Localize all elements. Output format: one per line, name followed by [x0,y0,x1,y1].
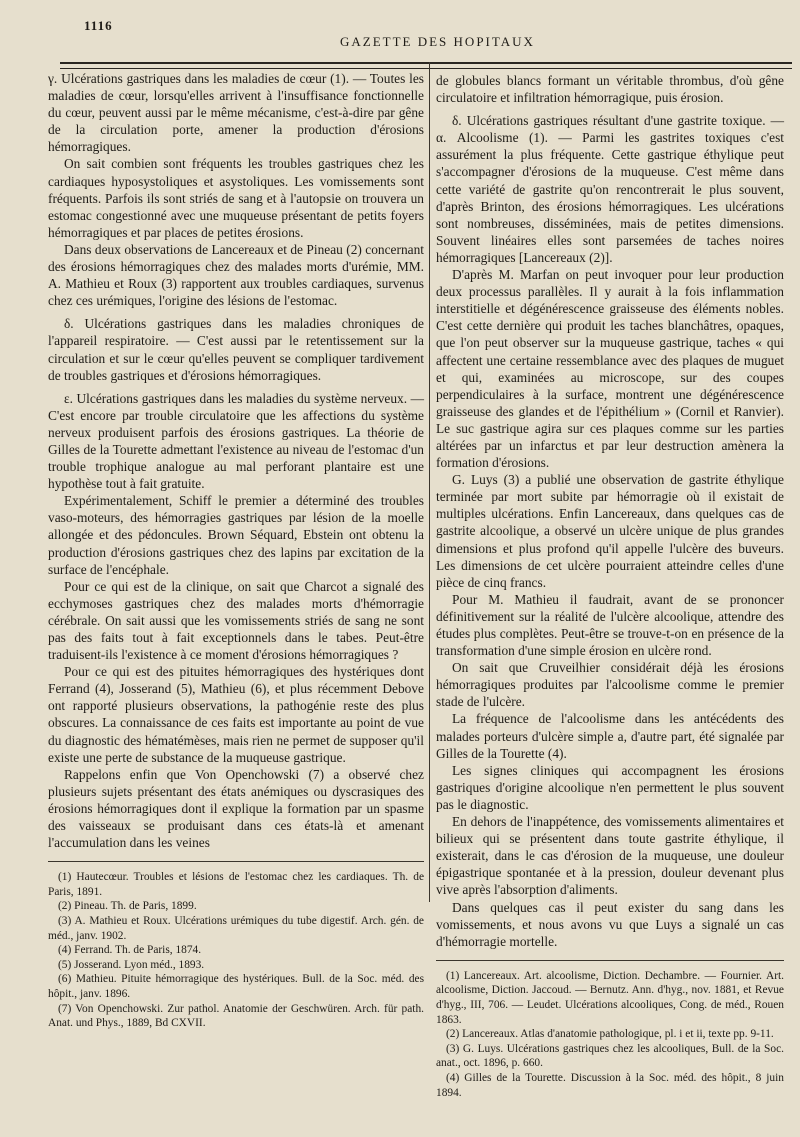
footnote: (6) Mathieu. Pituite hémorragique des hystériques. Bull. de la Soc. méd. des hôpit., janv. 1896. [48,973,424,1000]
footnote: (3) G. Luys. Ulcérations gastriques chez les alcooliques, Bull. de la Soc. anat., oct. 1896, p. 660. [436,1042,784,1070]
right-column [436,72,784,1100]
paragraph: δ. Ulcérations gastriques résultant d'une gastrite toxique. — α. Alcoolisme (1). — Parmi les gastrites toxiques c'est assurément la plus fréquente. Cette gastrique éthylique peut s'accompagner d'érosions de la muqueuse. C'est même dans cette variété de gastrite qu'on rencontrerait le plus souvent, d'après Brinton, des érosions hémorragiques. Les ulcérations sont nombreuses, disséminées, mais de petites dimensions. Souvent linéaires elles sont parsemées de taches noires hémorragiques [Lancereaux (2)]. [436,113,784,265]
paragraph: G. Luys (3) a publié une observation de gastrite éthylique terminée par mort subite par hémorragie où il existait de multiples ulcérations. Enfin Lancereaux, dans quelques cas de gastrite alcoolique, a observé un ulcère unique de plus grandes dimensions et plus profond qu'il appelle l'ulcère des buveurs. Les dimensions de cet ulcère pourraient atteindre celles d'une pièce de cinq francs. [436,472,784,590]
footnote-rule [436,960,784,961]
paragraph: δ. Ulcérations gastriques dans les maladies chroniques de l'appareil respiratoire. — C'est aussi par le retentissement sur la circulation et sur le cœur qu'elles peuvent se compliquer tardivement de troubles gastriques et d'érosions hémorragiques. [48,316,424,383]
left-column [48,70,424,1031]
paragraph: Pour ce qui est des pituites hémorragiques des hystériques dont Ferrand (4), Josserand (5), Mathieu (6), et plus récemment Debove ont rapporté plusieurs observations, la pathogénie reste des plus obscures. La connaissance de ces faits est importante au point de vue du diagnostic des hématémèses, mais rien ne permet de supposer qu'il existe une perte de substance de la muqueuse gastrique. [48,664,424,765]
footnote: (4) Ferrand. Th. de Paris, 1874. [58,944,202,957]
paragraph: La fréquence de l'alcoolisme dans les antécédents des malades porteurs d'ulcère simple a, d'autre part, été signalée par Gilles de la Tourette (4). [436,711,784,761]
paragraph: Pour ce qui est de la clinique, on sait que Charcot a signalé des ecchymoses gastriques chez des malades morts d'hémorragie cérébrale. On sait aussi que les vomissements striés de sang ne sont pas des faits tout à fait exceptionnels dans le tabes. Peut-être traduisent-ils l'existence à ce moment d'érosions hémorragiques ? [48,578,424,663]
paragraph: D'après M. Marfan on peut invoquer pour leur production deux processus parallèles. Il y aurait à la fois inflammation interstitielle et dégénérescence graisseuse des éléments nobles. C'est cette dernière qui produit les taches blanchâtres, opaques, que l'on peut observer sur la muqueuse gastrique, taches « qui affectent une certaine ressemblance avec des plaques de muguet et qui, examinées au microscope, sur des coupes perpendiculaires à la surface, montrent une dégénérescence graisseuse des glandes et de l'épithélium » (Cornil et Ranvier). Le suc gastrique agira sur ces plaques comme sur les parties altérées par un infarctus et par leur destruction amènera la formation d'érosions. [436,267,784,471]
page-number: 1116 [84,18,113,33]
footnote: (7) Von Openchowski. Zur pathol. Anatomie der Geschwüren. Arch. für path. Anat. und Phys., 1889, Bd CXVII. [48,1002,424,1030]
paragraph: On sait que Cruveilhier considérait déjà les érosions hémorragiques produites par l'alcoolisme comme le premier stade de l'ulcère. [436,660,784,710]
paragraph: Dans deux observations de Lancereaux et de Pineau (2) concernant des érosions hémorragiques chez des malades morts d'urémie, MM. A. Mathieu et Roux (3) rapportent aux troubles cardiaques, survenus chez ces urémiques, l'origine des lésions de l'estomac. [48,241,424,309]
paragraph: Pour M. Mathieu il faudrait, avant de se prononcer définitivement sur la réalité de l'ulcère alcoolique, attendre des études plus complètes. Peut-être se trouve-t-on en présence de la transformation d'une simple érosion en ulcère rond. [436,591,784,659]
footnote: (3) A. Mathieu et Roux. Ulcérations urémiques du tube digestif. Arch. gén. de méd., janv. 1902. [48,915,424,942]
paragraph: ε. Ulcérations gastriques dans les maladies du système nerveux. — C'est encore par trouble circulatoire que les affections du système nerveux produisent parfois des érosions gastriques. La théorie de Gilles de la Tourette admettant l'existence au niveau de l'estomac d'un trouble trophique analogue au mal perforant plantaire est une hypothèse tout à fait gratuite. [48,390,424,492]
footnote-rule [48,861,424,862]
header-rule [60,62,792,64]
footnote: (2) Lancereaux. Atlas d'anatomie pathologique, pl. i et ii, texte pp. 9-11. [446,1028,774,1041]
footnote: (4) Gilles de la Tourette. Discussion à la Soc. méd. des hôpit., 8 juin 1894. [436,1071,784,1099]
footnote: (5) Josserand. Lyon méd., 1893. [58,958,205,971]
paragraph: Rappelons enfin que Von Openchowski (7) a observé chez plusieurs sujets présentant des états anémiques ou dyscrasiques des érosions hémorragiques dont il explique la formation par un spasme des vaisseaux se produisant dans ces états-là et amenant l'accumulation dans les veines [48,766,424,851]
column-divider [429,62,430,902]
journal-title: GAZETTE DES HOPITAUX [340,34,535,49]
footnotes-right [436,969,784,1100]
paragraph: γ. Ulcérations gastriques dans les maladies de cœur (1). — Toutes les maladies de cœur, lorsqu'elles arrivent à l'insuffisance fonctionnelle du cœur, peuvent aussi par le même mécanisme, c'est-à-dire par gêne de la circulation porte, amener la production d'érosions hémorragiques. [48,71,424,155]
footnote: (1) Lancereaux. Art. alcoolisme, Diction. Dechambre. — Fournier. Art. alcoolisme, Diction. Jaccoud. — Bernutz. Ann. d'hyg., nov. 1881, et Revue d'hyg., III, 706. — Leudet. Ulcérations alcooliques, Cong. de méd., Rouen 1863. [436,969,784,1026]
paragraph: En dehors de l'inappétence, des vomissements alimentaires et bilieux qui se présentent dans toute gastrite éthylique, il existerait, dans le cas d'érosion de la muqueuse, une douleur épigastrique spontanée et à la pression, douleur devenant plus vive après l'absorption d'aliments. [436,814,784,898]
header-rule-thin [60,68,792,69]
footnote: (2) Pineau. Th. de Paris, 1899. [58,900,197,913]
footnotes-left [48,870,424,1031]
paragraph: Expérimentalement, Schiff le premier a déterminé des troubles vaso-moteurs, des hémorragies gastriques par lésion de la moelle allongée et des pédoncules. Brown Séquard, Ebstein ont obtenu la production d'érosions gastriques chez des lapins par excitation de la surface de l'encéphale. [48,493,424,577]
page-header [0,18,800,58]
footnote: (1) Hautecœur. Troubles et lésions de l'estomac chez les cardiaques. Th. de Paris, 1891. [48,871,424,898]
paragraph: On sait combien sont fréquents les troubles gastriques chez les cardiaques hyposystoliques et asystoliques. Les vomissements sont fréquents. Parfois ils sont striés de sang et à l'autopsie on trouvera un estomac congestionné avec une muqueuse présentant de petits foyers hémorragiques et par places de petites érosions. [48,156,424,240]
paragraph: Dans quelques cas il peut exister du sang dans les vomissements, et nous avons vu que Luys a signalé un cas d'hémorragie mortelle. [436,899,784,949]
paragraph: de globules blancs formant un véritable thrombus, d'où gêne circulatoire et infiltration hémorragique, puis érosion. [436,73,784,106]
paragraph: Les signes cliniques qui accompagnent les érosions gastriques d'origine alcoolique n'en permettent le plus souvent pas le diagnostic. [436,762,784,812]
